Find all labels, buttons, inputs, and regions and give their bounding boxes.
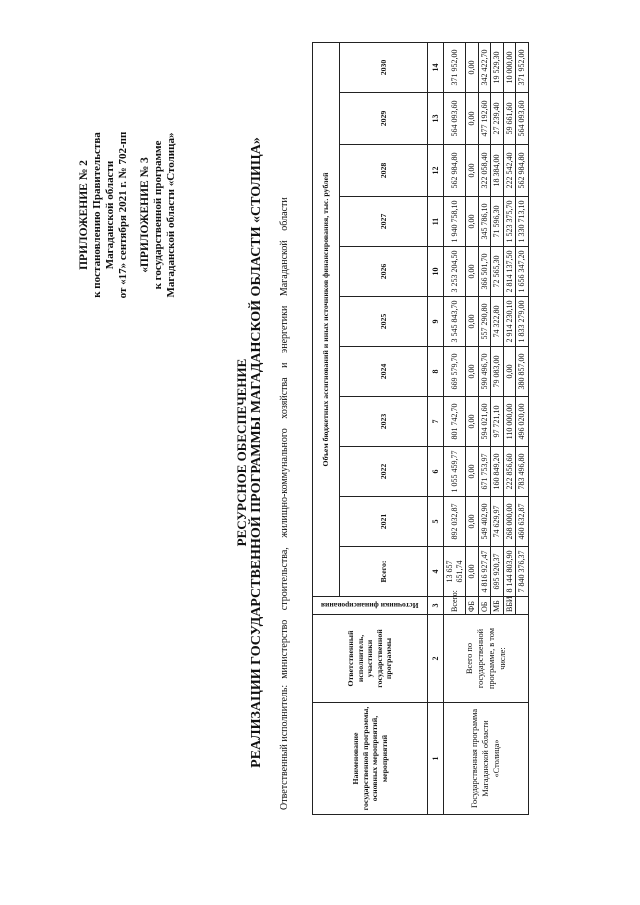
header-row	[313, 42, 340, 814]
year-header: 2023	[340, 397, 428, 447]
value-cell: 10 000,00	[503, 42, 516, 92]
value-cell: 2 914 230,10	[503, 297, 516, 347]
value-cell: 19 529,30	[491, 42, 504, 92]
value-cell: 74 629,97	[491, 497, 504, 547]
header-line: к государственной программе	[152, 140, 164, 290]
value-cell: 0,00	[466, 42, 479, 92]
value-cell: 2 814 137,50	[503, 247, 516, 297]
year-header: 2027	[340, 197, 428, 247]
value-cell: 564 093,60	[444, 93, 466, 145]
doc-subtitle: РЕАЛИЗАЦИИ ГОСУДАРСТВЕННОЙ ПРОГРАММЫ МАГАДАНСКОЙ ОБЛАСТИ «СТОЛИЦА»	[249, 137, 264, 768]
value-cell: 0,00	[466, 347, 479, 397]
value-cell: 0,00	[466, 145, 479, 197]
value-cell: 0,00	[466, 497, 479, 547]
col-number: 1	[428, 703, 444, 815]
source-cell: ОБ	[478, 597, 491, 615]
year-header: 2028	[340, 145, 428, 197]
value-cell: 97 721,10	[491, 397, 504, 447]
value-cell: 71 596,30	[491, 197, 504, 247]
col-number: 11	[428, 197, 444, 247]
value-cell: 0,00	[466, 397, 479, 447]
appendix-title: ПРИЛОЖЕНИЕ № 2	[78, 160, 90, 270]
header-line: к постановлению Правительства	[91, 132, 103, 298]
value-cell: 342 422,70	[478, 42, 491, 92]
header-line: Магаданской области «Столица»	[165, 132, 177, 298]
col-total-header: Всего:	[340, 547, 428, 597]
source-cell: МБ	[491, 597, 504, 615]
total-cell: 13 657 651,74	[444, 547, 466, 597]
column-number-row	[428, 42, 444, 814]
total-cell: 4 816 927,47	[478, 547, 491, 597]
header-line: от «17» сентября 2021 г. № 702-пп	[117, 131, 129, 299]
value-cell: 0,00	[466, 93, 479, 145]
value-cell: 669 579,70	[444, 347, 466, 397]
header-block	[78, 85, 178, 345]
resource-table	[312, 42, 529, 815]
total-cell: 7 840 376,37	[516, 547, 529, 597]
year-header: 2022	[340, 447, 428, 497]
source-cell: Всего:	[444, 597, 466, 615]
value-cell: 477 192,60	[478, 93, 491, 145]
col-number: 14	[428, 42, 444, 92]
source-cell: ВБИ	[503, 597, 516, 615]
value-cell: 0,00	[466, 197, 479, 247]
col-exec-header: Ответственный исполнитель, участники государственной программы	[313, 615, 428, 703]
value-cell: 322 058,40	[478, 145, 491, 197]
col-volume-header: Объем бюджетных ассигнований и иных источников финансирования, тыс. рублей	[313, 42, 340, 596]
col-number: 10	[428, 247, 444, 297]
value-cell: 110 000,00	[503, 397, 516, 447]
value-cell: 380 857,00	[516, 347, 529, 397]
value-cell: 1 055 459,77	[444, 447, 466, 497]
col-number: 12	[428, 145, 444, 197]
value-cell: 1 523 375,70	[503, 197, 516, 247]
value-cell: 801 742,70	[444, 397, 466, 447]
value-cell: 557 290,80	[478, 297, 491, 347]
header-line: Магаданской области	[104, 160, 116, 270]
value-cell: 590 496,70	[478, 347, 491, 397]
value-cell: 783 496,80	[516, 447, 529, 497]
responsible-org: министерство строительства, жилищно-коммунального хозяйства и энергетики Магаданской области	[279, 197, 290, 679]
value-cell: 0,00	[503, 347, 516, 397]
year-header: 2024	[340, 347, 428, 397]
value-cell: 79 083,00	[491, 347, 504, 397]
doc-title: РЕСУРСНОЕ ОБЕСПЕЧЕНИЕ	[234, 358, 249, 547]
value-cell: 222 542,40	[503, 145, 516, 197]
value-cell: 366 501,70	[478, 247, 491, 297]
value-cell: 222 856,60	[503, 447, 516, 497]
value-cell: 59 661,60	[503, 93, 516, 145]
col-number: 4	[428, 547, 444, 597]
col-name-header: Наименование государственной программы, основных мероприятий, мероприятий	[313, 703, 428, 815]
value-cell: 3 253 204,50	[444, 247, 466, 297]
value-cell: 72 565,30	[491, 247, 504, 297]
source-cell	[516, 597, 529, 615]
value-cell: 27 239,40	[491, 93, 504, 145]
program-name-cell: Государственная программа Магаданской области «Столица»	[444, 703, 529, 815]
value-cell: 345 786,10	[478, 197, 491, 247]
value-cell: 371 952,00	[444, 42, 466, 92]
value-cell: 562 984,80	[444, 145, 466, 197]
col-number: 7	[428, 397, 444, 447]
value-cell: 74 322,80	[491, 297, 504, 347]
year-header: 2021	[340, 497, 428, 547]
appendix3-title: «ПРИЛОЖЕНИЕ № 3	[139, 157, 151, 273]
source-cell: ФБ	[466, 597, 479, 615]
col-number: 8	[428, 347, 444, 397]
col-number: 6	[428, 447, 444, 497]
value-cell: 460 632,87	[516, 497, 529, 547]
col-src-header	[313, 597, 428, 615]
value-cell: 1 656 347,20	[516, 247, 529, 297]
year-header: 2026	[340, 247, 428, 297]
value-cell: 1 330 713,10	[516, 197, 529, 247]
table-row	[444, 42, 466, 814]
value-cell: 1 940 758,10	[444, 197, 466, 247]
value-cell: 268 000,00	[503, 497, 516, 547]
col-number: 5	[428, 497, 444, 547]
col-number: 9	[428, 297, 444, 347]
value-cell: 671 753,97	[478, 447, 491, 497]
executor-cell: Всего по государственной программе, в том числе:	[444, 615, 529, 703]
value-cell: 0,00	[466, 447, 479, 497]
total-cell: 695 920,37	[491, 547, 504, 597]
value-cell: 3 545 843,70	[444, 297, 466, 347]
value-cell: 371 952,00	[516, 42, 529, 92]
value-cell: 594 021,60	[478, 397, 491, 447]
col-src-label: Источники финансирования	[321, 601, 419, 611]
col-number: 3	[428, 597, 444, 615]
value-cell: 562 984,80	[516, 145, 529, 197]
value-cell: 496 020,00	[516, 397, 529, 447]
year-header: 2030	[340, 42, 428, 92]
year-header: 2029	[340, 93, 428, 145]
total-cell: 0,00	[466, 547, 479, 597]
value-cell: 160 849,20	[491, 447, 504, 497]
total-cell: 8 144 803,90	[503, 547, 516, 597]
value-cell: 0,00	[466, 297, 479, 347]
value-cell: 892 032,87	[444, 497, 466, 547]
value-cell: 564 093,60	[516, 93, 529, 145]
value-cell: 1 833 279,00	[516, 297, 529, 347]
responsible-label: Ответственный исполнитель:	[279, 684, 290, 810]
col-number: 2	[428, 615, 444, 703]
value-cell: 18 384,00	[491, 145, 504, 197]
value-cell: 0,00	[466, 247, 479, 297]
responsible-executor	[278, 90, 291, 810]
value-cell: 549 402,90	[478, 497, 491, 547]
col-number: 13	[428, 93, 444, 145]
year-header: 2025	[340, 297, 428, 347]
